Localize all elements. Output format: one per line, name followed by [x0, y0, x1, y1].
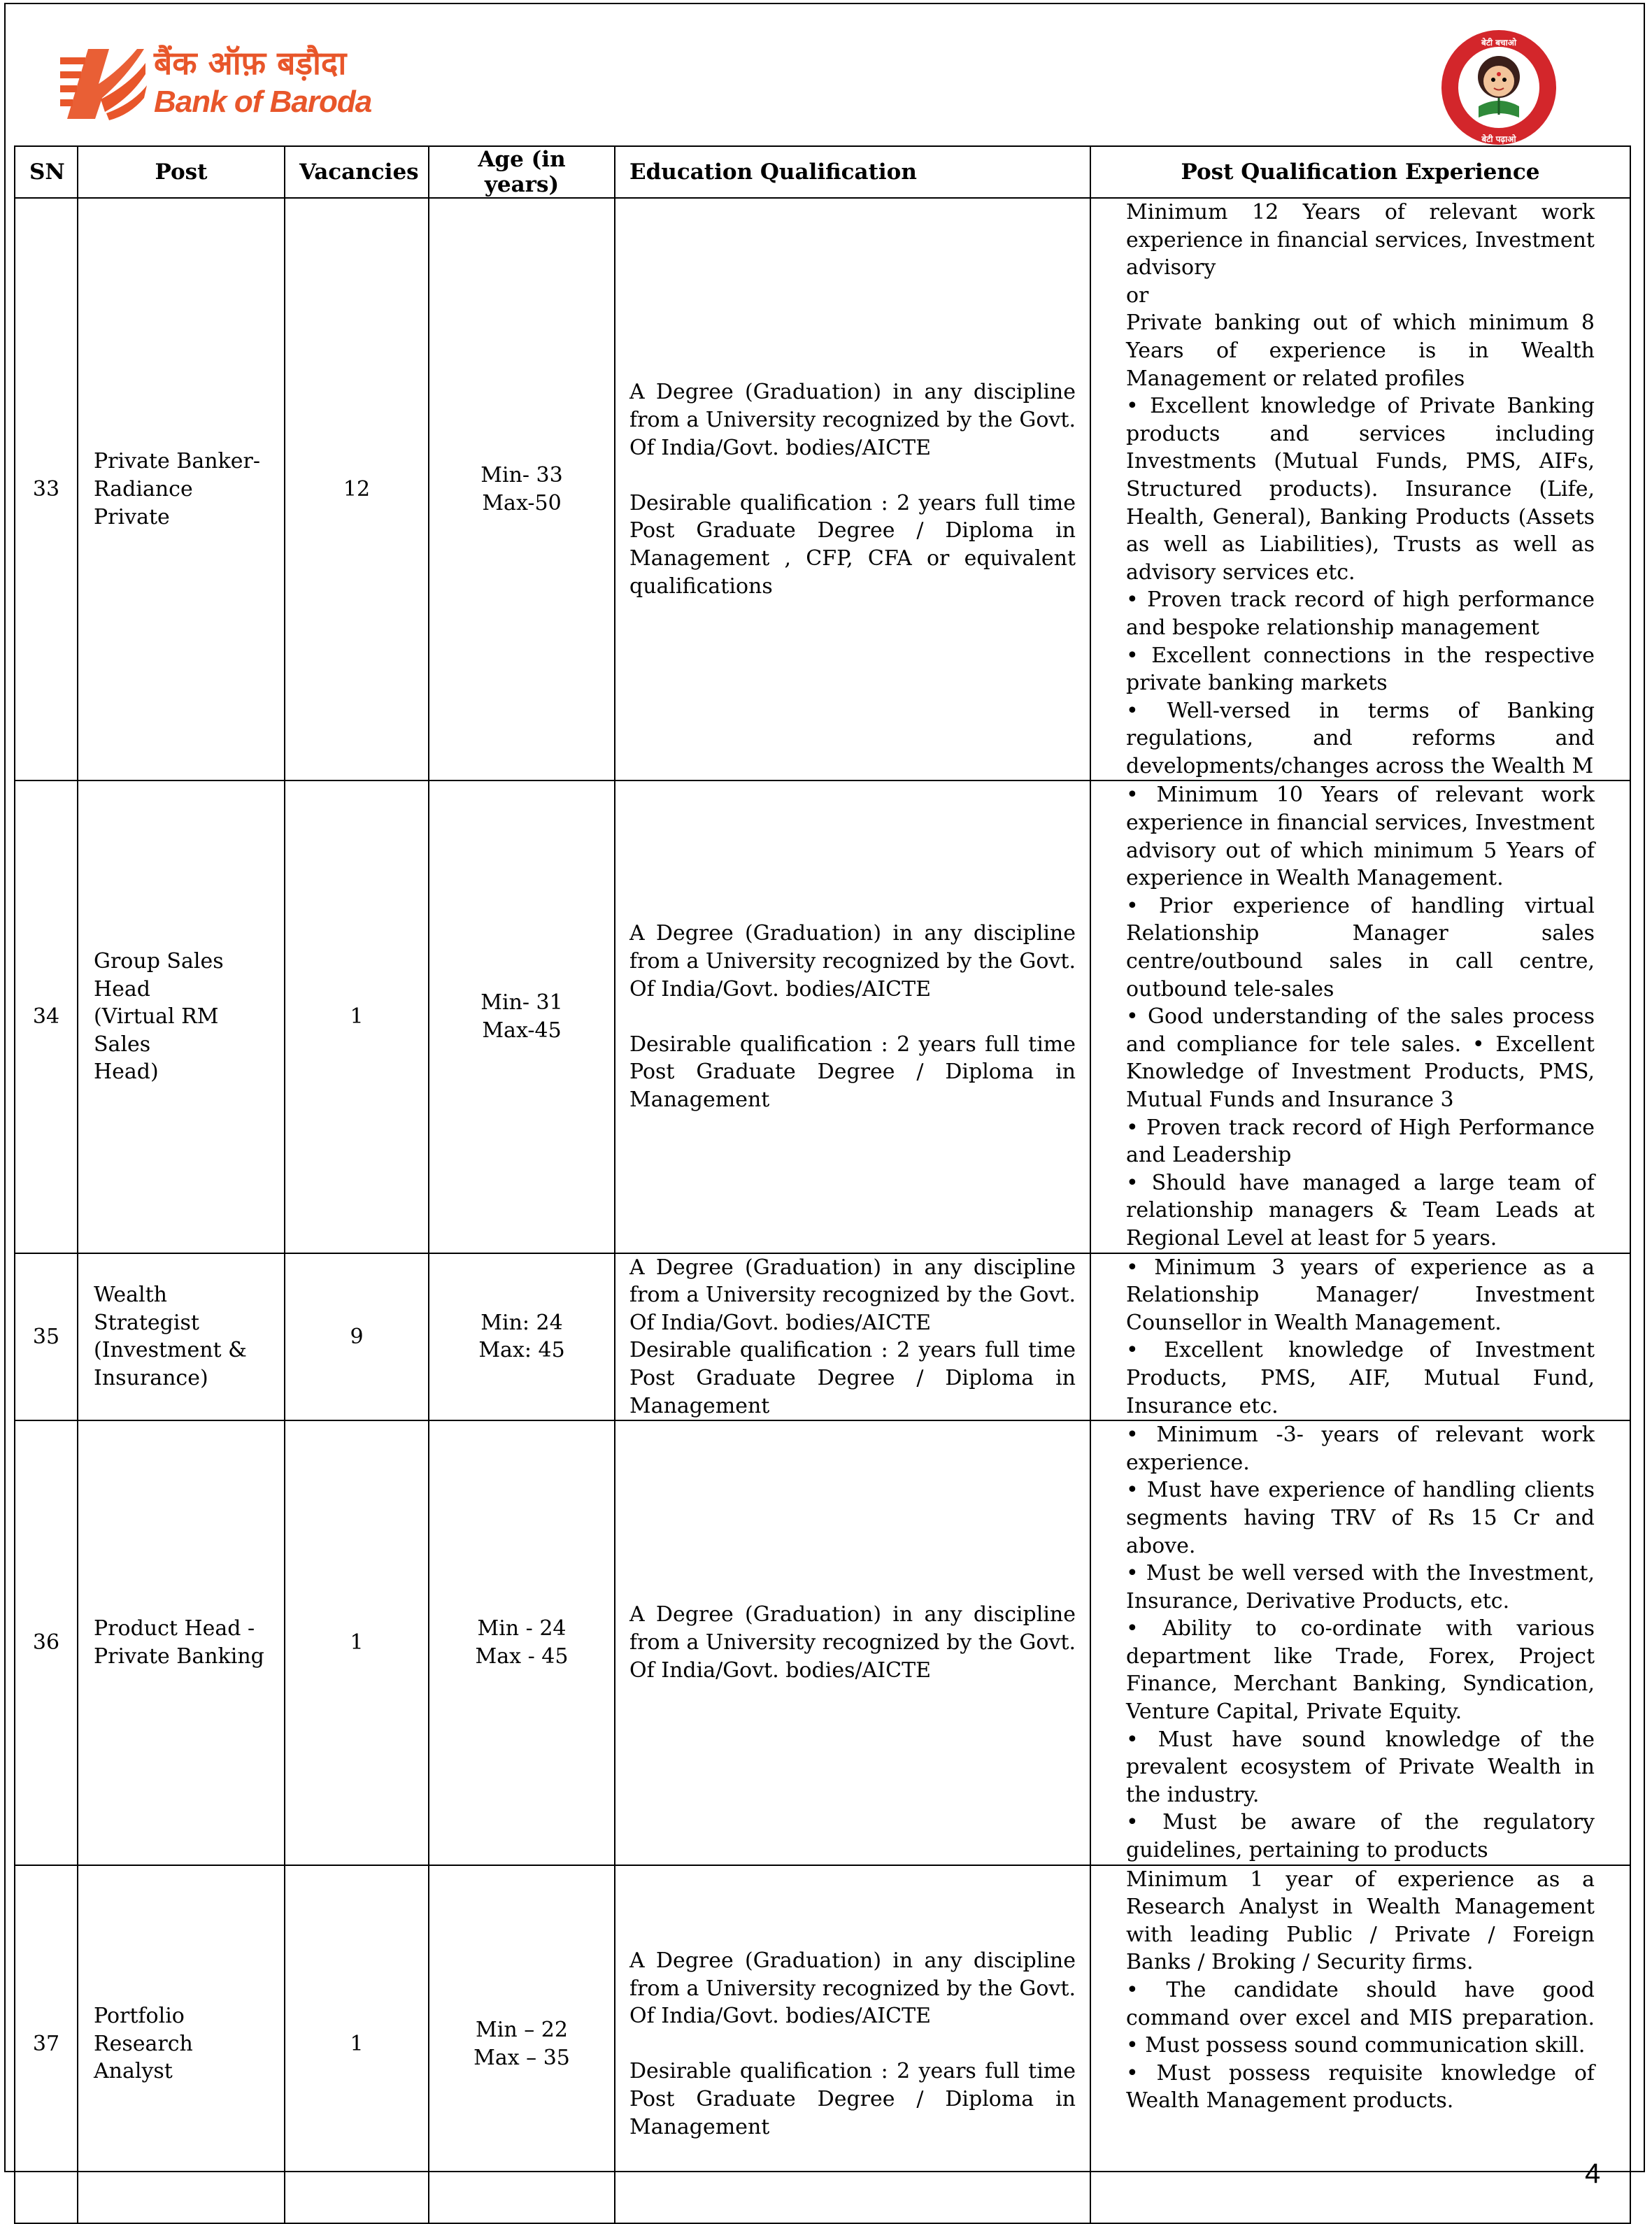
- cell-experience: [1090, 780, 1630, 1253]
- header-vacancies: Vacancies: [285, 146, 429, 198]
- post-line: (Virtual RM Sales: [94, 1004, 219, 1057]
- logo-hindi-text: बैंक ऑफ़ बड़ौदा: [154, 44, 347, 82]
- table-row: [15, 1253, 1630, 1421]
- experience-item: • Excellent connections in the respective private banking markets: [1126, 643, 1595, 696]
- experience-item: • Excellent knowledge of Investment Products, PMS, AIF, Mutual Fund, Insurance etc.: [1126, 1338, 1595, 1418]
- bank-logo: [60, 42, 372, 126]
- cell-age: [429, 198, 615, 780]
- table-row: [15, 1420, 1630, 1865]
- experience-item: • Proven track record of high performance and bespoke relationship management: [1126, 587, 1595, 640]
- cell-post: [78, 1420, 285, 1865]
- education-degree: A Degree (Graduation) in any discipline from a University recognized by the Govt. Of India/Govt. bodies/AICTE: [629, 921, 1076, 1001]
- post-line: Radiance Private: [94, 476, 193, 529]
- cell-vacancies: 9: [285, 1253, 429, 1421]
- baroda-sun-icon: [60, 42, 148, 126]
- experience-item: • Must possess requisite knowledge of Wealth Management products.: [1126, 2060, 1595, 2113]
- header-experience: Post Qualification Experience: [1090, 146, 1630, 198]
- post-line: Portfolio: [94, 2004, 185, 2029]
- experience-item: • Well-versed in terms of Banking regulations, and reforms and developments/changes across the Wealth M: [1126, 698, 1595, 778]
- header-education: Education Qualification: [615, 146, 1090, 198]
- cell-sn: 34: [15, 780, 78, 1253]
- post-line: Private Banking: [94, 1644, 264, 1669]
- experience-item: • Must be aware of the regulatory guidelines, pertaining to products: [1126, 1810, 1595, 1863]
- cell-experience: [1090, 1865, 1630, 2223]
- post-line: Research Analyst: [94, 2031, 193, 2084]
- header-sn: SN: [15, 146, 78, 198]
- cell-age: [429, 780, 615, 1253]
- page-number: 4: [1585, 2158, 1601, 2189]
- table-row: [15, 1865, 1630, 2223]
- education-degree: A Degree (Graduation) in any discipline from a University recognized by the Govt. Of India/Govt. bodies/AICTE: [629, 1602, 1076, 1683]
- cell-sn: 37: [15, 1865, 78, 2223]
- cell-education: [615, 1253, 1090, 1421]
- cell-experience: [1090, 198, 1630, 780]
- cell-post: [78, 1253, 285, 1421]
- cell-education: [615, 1865, 1090, 2223]
- cell-post: [78, 198, 285, 780]
- experience-item: • Minimum -3- years of relevant work experience.: [1126, 1423, 1595, 1475]
- experience-item: • Must be well versed with the Investment, Insurance, Derivative Products, etc.: [1126, 1561, 1595, 1613]
- post-line: Insurance): [94, 1365, 208, 1390]
- education-degree: A Degree (Graduation) in any discipline from a University recognized by the Govt. Of India/Govt. bodies/AICTE: [629, 1255, 1076, 1335]
- post-line: Head): [94, 1060, 159, 1085]
- cell-experience: [1090, 1253, 1630, 1421]
- education-degree: A Degree (Graduation) in any discipline from a University recognized by the Govt. Of India/Govt. bodies/AICTE: [629, 1948, 1076, 2029]
- cell-vacancies: 1: [285, 1865, 429, 2223]
- cell-sn: 33: [15, 198, 78, 780]
- experience-item: or: [1126, 283, 1149, 308]
- table-row: [15, 780, 1630, 1253]
- experience-item: • Good understanding of the sales process and compliance for tele sales. • Excellent Knowledge of Investment Products, PMS, Mutual Funds and Insurance 3: [1126, 1004, 1595, 1112]
- cell-education: [615, 198, 1090, 780]
- experience-item: • Proven track record of High Performance and Leadership: [1126, 1115, 1595, 1168]
- experience-item: • Must have sound knowledge of the prevalent ecosystem of Private Wealth in the industry.: [1126, 1727, 1595, 1807]
- emblem-bottom-text: बेटी पढ़ाओ: [1481, 134, 1516, 144]
- cell-vacancies: 1: [285, 780, 429, 1253]
- beti-bachao-emblem: [1427, 28, 1571, 147]
- experience-item: Minimum 1 year of experience as a Research Analyst in Wealth Management with leading Public / Private / Foreign Banks / Broking / Security firms.: [1126, 1867, 1595, 1975]
- age-max: Max – 35: [473, 2045, 570, 2070]
- age-max: Max-45: [482, 1018, 562, 1043]
- education-degree: A Degree (Graduation) in any discipline from a University recognized by the Govt. Of India/Govt. bodies/AICTE: [629, 380, 1076, 460]
- post-line: Product Head -: [94, 1616, 255, 1641]
- cell-vacancies: 1: [285, 1420, 429, 1865]
- header-age: Age (in years): [429, 146, 615, 198]
- post-line: (Investment &: [94, 1338, 247, 1363]
- table-row: [15, 198, 1630, 780]
- education-desirable: Desirable qualification : 2 years full time Post Graduate Degree / Diploma in Management: [629, 1338, 1076, 1418]
- age-max: Max: 45: [478, 1338, 565, 1363]
- education-desirable: Desirable qualification : 2 years full time Post Graduate Degree / Diploma in Management: [629, 1032, 1076, 1112]
- post-line: Group Sales Head: [94, 949, 224, 1001]
- header-post: Post: [78, 146, 285, 198]
- experience-item: • Must have experience of handling clients segments having TRV of Rs 15 Cr and above.: [1126, 1478, 1595, 1558]
- cell-education: [615, 780, 1090, 1253]
- age-min: Min- 33: [480, 463, 563, 488]
- experience-item: Private banking out of which minimum 8 Years of experience is in Wealth Management or related profiles: [1126, 311, 1595, 391]
- experience-item: • Excellent knowledge of Private Banking products and services including Investments (Mutual Funds, PMS, AIFs, Structured products). Insurance (Life, Health, General), Banking Products (Assets as well as Liabilities), Trusts as well as advisory services etc.: [1126, 394, 1595, 585]
- age-min: Min: 24: [480, 1310, 563, 1335]
- table-header-row: [15, 146, 1630, 198]
- cell-post: [78, 780, 285, 1253]
- age-max: Max - 45: [475, 1644, 569, 1669]
- post-line: Private Banker-: [94, 449, 260, 474]
- age-max: Max-50: [482, 490, 562, 515]
- age-min: Min – 22: [476, 2018, 568, 2043]
- cell-post: [78, 1865, 285, 2223]
- age-min: Min- 31: [480, 990, 563, 1015]
- experience-item: • The candidate should have good command over excel and MIS preparation. • Must possess sound communication skill.: [1126, 1978, 1595, 2058]
- cell-sn: 36: [15, 1420, 78, 1865]
- cell-age: [429, 1253, 615, 1421]
- post-line: Wealth Strategist: [94, 1283, 199, 1335]
- experience-item: • Should have managed a large team of relationship managers & Team Leads at Regional Level at least for 5 years.: [1126, 1170, 1595, 1250]
- experience-item: • Minimum 3 years of experience as a Relationship Manager/ Investment Counsellor in Wealth Management.: [1126, 1255, 1595, 1335]
- experience-item: • Ability to co-ordinate with various department like Trade, Forex, Project Finance, Merchant Banking, Syndication, Venture Capital, Private Equity.: [1126, 1616, 1595, 1725]
- emblem-top-text: बेटी बचाओ: [1481, 38, 1517, 48]
- cell-education: [615, 1420, 1090, 1865]
- logo-english-text: Bank of Baroda: [154, 85, 372, 119]
- education-desirable: Desirable qualification : 2 years full time Post Graduate Degree / Diploma in Management: [629, 2059, 1076, 2139]
- experience-item: • Prior experience of handling virtual Relationship Manager sales centre/outbound sales in call centre, outbound tele-sales: [1126, 893, 1595, 1001]
- education-desirable: Desirable qualification : 2 years full time Post Graduate Degree / Diploma in Management , CFP, CFA or equivalent qualifications: [629, 490, 1076, 599]
- cell-vacancies: 12: [285, 198, 429, 780]
- cell-age: [429, 1420, 615, 1865]
- cell-sn: 35: [15, 1253, 78, 1421]
- vacancy-table: [14, 145, 1631, 2224]
- experience-item: Minimum 12 Years of relevant work experience in financial services, Investment advisory: [1126, 200, 1595, 280]
- age-min: Min - 24: [477, 1616, 567, 1641]
- cell-experience: [1090, 1420, 1630, 1865]
- experience-item: • Minimum 10 Years of relevant work experience in financial services, Investment advisory out of which minimum 5 Years of experience in Wealth Management.: [1126, 783, 1595, 891]
- cell-age: [429, 1865, 615, 2223]
